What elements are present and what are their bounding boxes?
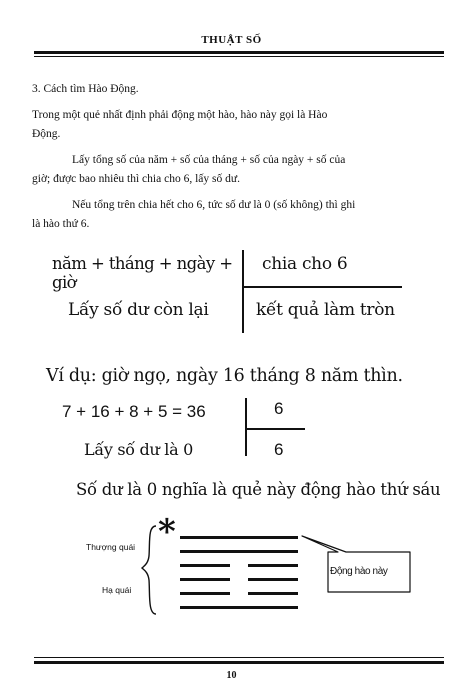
- division-remainder: Lấy số dư còn lại: [68, 300, 209, 320]
- division-horizontal-line: [242, 286, 402, 288]
- division-quotient: kết quả làm tròn: [256, 300, 395, 320]
- paragraph-line: Động.: [32, 128, 61, 140]
- section-heading: 3. Cách tìm Hào Động.: [32, 83, 139, 95]
- hexagram-line-1: [180, 606, 298, 609]
- hexagram-line-4-left: [180, 564, 230, 567]
- hexagram-line-2-right: [248, 592, 298, 595]
- division-vertical-line: [242, 250, 244, 333]
- running-header: THUẬT SỐ: [201, 34, 262, 46]
- hexagram-line-5: [180, 550, 298, 553]
- paragraph-line: giờ; được bao nhiêu thì chia cho 6, lấy số dư.: [32, 173, 240, 185]
- callout-label: Động hào này: [330, 566, 388, 577]
- hexagram-line-6: [180, 536, 298, 539]
- hexagram-line-3-left: [180, 578, 230, 581]
- division-divisor: chia cho 6: [262, 254, 348, 274]
- example-vertical-line: [245, 398, 247, 456]
- hexagram-line-3-right: [248, 578, 298, 581]
- page-number: 10: [226, 670, 237, 681]
- example-horizontal-line: [245, 428, 305, 430]
- footer-rule-thin: [34, 657, 444, 658]
- lower-trigram-label: Hạ quái: [102, 585, 132, 595]
- division-dividend: năm + tháng + ngày + giờ: [52, 254, 233, 292]
- example-title: Ví dụ: giờ ngọ, ngày 16 tháng 8 năm thìn.: [46, 366, 403, 386]
- example-equation: 7 + 16 + 8 + 5 = 36: [62, 402, 206, 421]
- header-rule-thin: [34, 56, 444, 57]
- paragraph-line: Lấy tổng số của năm + số của tháng + số của ngày + số của: [72, 154, 346, 166]
- hexagram: [180, 536, 298, 616]
- paragraph-line: Trong một quẻ nhất định phải động một hào, hào này gọi là Hào: [32, 109, 328, 121]
- example-remainder: Lấy số dư là 0: [84, 440, 193, 459]
- hexagram-line-2-left: [180, 592, 230, 595]
- example-conclusion: Số dư là 0 nghĩa là quẻ này động hào thứ sáu: [76, 480, 441, 499]
- paragraph-line: Nếu tổng trên chia hết cho 6, tức số dư là 0 (số không) thì ghi: [72, 199, 356, 211]
- footer-rule-thick: [34, 661, 444, 664]
- hexagram-line-4-right: [248, 564, 298, 567]
- header-rule-thick: [34, 51, 444, 54]
- callout-bubble-icon: [298, 530, 418, 600]
- upper-trigram-label: Thượng quái: [86, 542, 136, 552]
- example-divisor: 6: [274, 399, 284, 418]
- example-quotient: 6: [274, 440, 284, 459]
- moving-line-marker: *: [158, 512, 176, 552]
- paragraph-line: là hào thứ 6.: [32, 218, 90, 230]
